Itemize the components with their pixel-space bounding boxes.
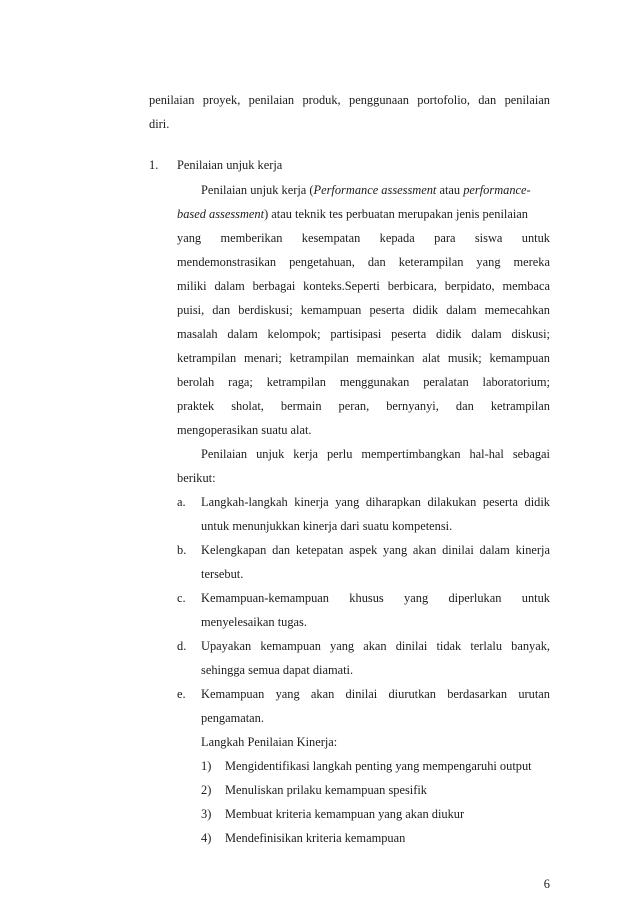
list-item-b-marker: b. [177, 543, 187, 557]
list-item-b-line-2: tersebut. [201, 567, 244, 581]
list-item-c-line-2: menyelesaikan tugas. [201, 615, 307, 629]
list-item-d-line-2: sehingga semua dapat diamati. [201, 663, 354, 677]
section-title: Penilaian unjuk kerja [177, 158, 283, 172]
intro-line-1: penilaian proyek, penilaian produk, penggunaan portofolio, dan penilaian [149, 93, 550, 107]
list-item-d-marker: d. [177, 639, 187, 653]
paragraph-1-line-6: puisi, dan berdiskusi; kemampuan peserta didik dalam memecahkan [177, 303, 550, 317]
list-item-a-line-1: Langkah-langkah kinerja yang diharapkan dilakukan peserta didik [201, 495, 550, 509]
list-item-a-line-2: untuk menunjukkan kinerja dari suatu kompetensi. [201, 519, 453, 533]
paragraph-2-line-1: Penilaian unjuk kerja perlu mempertimbangkan hal-hal sebagai [201, 447, 550, 461]
step-3-marker: 3) [201, 807, 212, 821]
list-item-e-line-2: pengamatan. [201, 711, 264, 725]
paragraph-1-line-11: mengoperasikan suatu alat. [177, 423, 312, 437]
step-3-text: Membuat kriteria kemampuan yang akan diukur [225, 807, 465, 821]
p1-l1-text: Penilaian unjuk kerja (Performance assessment atau performance- [201, 183, 531, 197]
list-item-e-line-1: Kemampuan yang akan dinilai diurutkan berdasarkan urutan [201, 687, 550, 701]
step-4-text: Mendefinisikan kriteria kemampuan [225, 831, 406, 845]
list-item-c-line-1: Kemampuan-kemampuan khusus yang diperlukan untuk [201, 591, 550, 605]
paragraph-1-line-10: praktek sholat, bermain peran, bernyanyi, dan ketrampilan [177, 399, 550, 413]
list-item-d-line-1: Upayakan kemampuan yang akan dinilai tidak terlalu banyak, [201, 639, 550, 653]
step-2-text: Menuliskan prilaku kemampuan spesifik [225, 783, 427, 797]
step-4-marker: 4) [201, 831, 212, 845]
paragraph-1-line-7: masalah dalam kelompok; partisipasi peserta didik dalam diskusi; [177, 327, 550, 341]
section-number: 1. [149, 158, 159, 172]
step-1-marker: 1) [201, 759, 212, 773]
list-item-a-marker: a. [177, 495, 186, 509]
page-number: 6 [543, 877, 550, 891]
paragraph-2-line-2: berikut: [177, 471, 216, 485]
step-1-text: Mengidentifikasi langkah penting yang mempengaruhi output [225, 759, 532, 773]
paragraph-1-line-8: ketrampilan menari; ketrampilan memainkan alat musik; kemampuan [177, 351, 550, 365]
steps-title: Langkah Penilaian Kinerja: [201, 735, 338, 749]
paragraph-1-line-5: miliki dalam berbagai konteks.Seperti berbicara, berpidato, membaca [177, 279, 550, 293]
list-item-e-marker: e. [177, 687, 186, 701]
paragraph-1-line-9: berolah raga; ketrampilan menggunakan peralatan laboratorium; [177, 375, 550, 389]
list-item-b-line-1: Kelengkapan dan ketepatan aspek yang akan dinilai dalam kinerja [201, 543, 550, 557]
step-2-marker: 2) [201, 783, 212, 797]
intro-line-2: diri. [149, 117, 170, 131]
paragraph-1-line-4: mendemonstrasikan pengetahuan, dan keterampilan yang mereka [177, 255, 550, 269]
paragraph-1-line-3: yang memberikan kesempatan kepada para siswa untuk [177, 231, 550, 245]
paragraph-1-line-2: based assessment) atau teknik tes perbuatan merupakan jenis penilaian [177, 207, 528, 221]
paragraph-1-line-1 [201, 182, 550, 198]
list-item-c-marker: c. [177, 591, 186, 605]
